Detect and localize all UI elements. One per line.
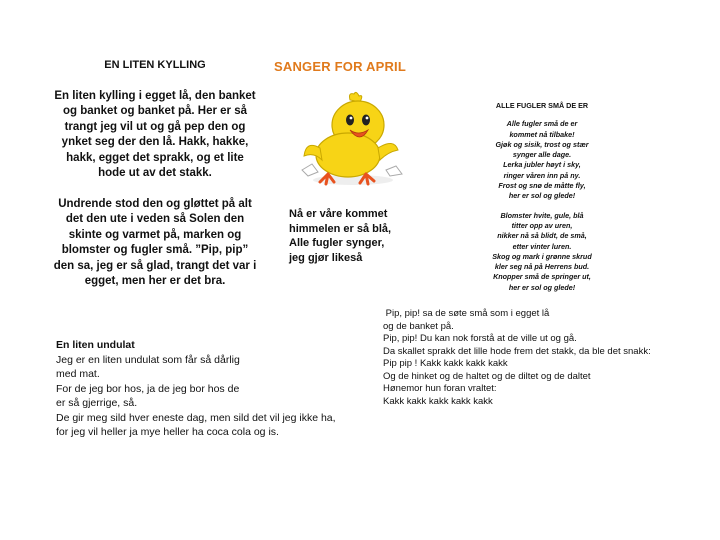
chick-icon (298, 90, 408, 188)
stanza-line: Knopper små de springer ut, (493, 272, 591, 282)
verse-line: jeg gjør likeså (289, 251, 363, 264)
song-alle-fugler (444, 101, 640, 302)
stanza-line: kler seg nå på Herrens bud. (494, 262, 590, 272)
stanza-line: her er sol og glede! (508, 282, 576, 292)
song-pip-pip (383, 308, 693, 408)
song-stanza (444, 119, 640, 201)
song-line: Da skallet sprakk det lille hode frem det stakk, da ble det snakk: (383, 345, 651, 357)
stanza-line: Lerka jubler høyt i sky, (503, 160, 581, 170)
song-paragraph: Undrende stod den og gløttet på alt det den ute i veden så Solen den skinte og varmet på, marken og blomster og fugler små. ”Pip, pip” den sa, jeg er så glad, trangt det var i egget, men her er det bra. (53, 197, 257, 287)
song-line: Pip pip ! Kakk kakk kakk kakk (383, 358, 508, 369)
song-line: Jeg er en liten undulat som får så dårlig (56, 353, 240, 366)
song-line: For de jeg bor hos, ja de jeg bor hos de (56, 382, 240, 395)
verse-line: Alle fugler synger, (289, 237, 385, 249)
song-line: Pip, pip! Du kan nok forstå at de ville ut og gå. (383, 333, 577, 344)
stanza-line: ringer våren inn på ny. (503, 170, 581, 180)
stanza-line: titter opp av uren, (511, 220, 573, 230)
stanza-line: etter vinter luren. (512, 241, 572, 251)
stanza-line: Blomster hvite, gule, blå (500, 210, 584, 220)
chick-illustration (298, 90, 408, 188)
song-line: Kakk kakk kakk kakk kakk (383, 395, 493, 407)
song-title: ALLE FUGLER SMÅ DE ER (495, 101, 589, 110)
song-line: for jeg vil heller ja mye heller ha coca cola og is. (56, 426, 279, 438)
song-line: Pip, pip! sa de søte små som i egget lå (383, 308, 550, 319)
stanza-line: Gjøk og sisik, trost og stær (495, 139, 589, 149)
verse-line: Nå er våre kommet (289, 208, 388, 220)
stanza-line: Skog og mark i grønne skrud (492, 251, 592, 261)
song-line: Og de hinket og de haltet og de diltet og de daltet (383, 370, 591, 382)
stanza-line: kommet nå tilbake! (509, 129, 575, 139)
song-title: En liten undulat (56, 339, 135, 351)
song-paragraph: En liten kylling i egget lå, den banket og banket og banket på. Her er så trangt jeg vil ut og gå pep den og ynket seg der den lå. Hakk, hakke, hakk, egget det sprakk, og et lite hode ut av det stakk. (54, 89, 256, 179)
stanza-line: Alle fugler små de er (506, 119, 578, 129)
song-line: og de banket på. (383, 320, 454, 332)
stanza-line: synger alle dage. (512, 150, 572, 160)
page-title: SANGER FOR APRIL (273, 59, 406, 74)
verse-line: himmelen er så blå, (289, 222, 392, 235)
song-title: EN LITEN KYLLING (104, 59, 206, 71)
verse-na-er-vare-kommet (289, 207, 401, 265)
song-line: er så gjerrige, så. (56, 397, 138, 409)
stanza-line: nikker nå så blidt, de små, (497, 231, 587, 241)
stanza-line: her er sol og glede! (508, 191, 576, 201)
song-line: Hønemor hun foran vraltet: (383, 383, 497, 394)
song-en-liten-kylling (52, 58, 258, 305)
song-en-liten-undulat (56, 338, 366, 440)
stanza-line: Frost og snø de måtte fly, (498, 181, 586, 191)
song-line: med mat. (56, 368, 100, 380)
song-line: De gir meg sild hver eneste dag, men sild det vil jeg ikke ha, (56, 411, 336, 424)
song-stanza (444, 211, 640, 293)
